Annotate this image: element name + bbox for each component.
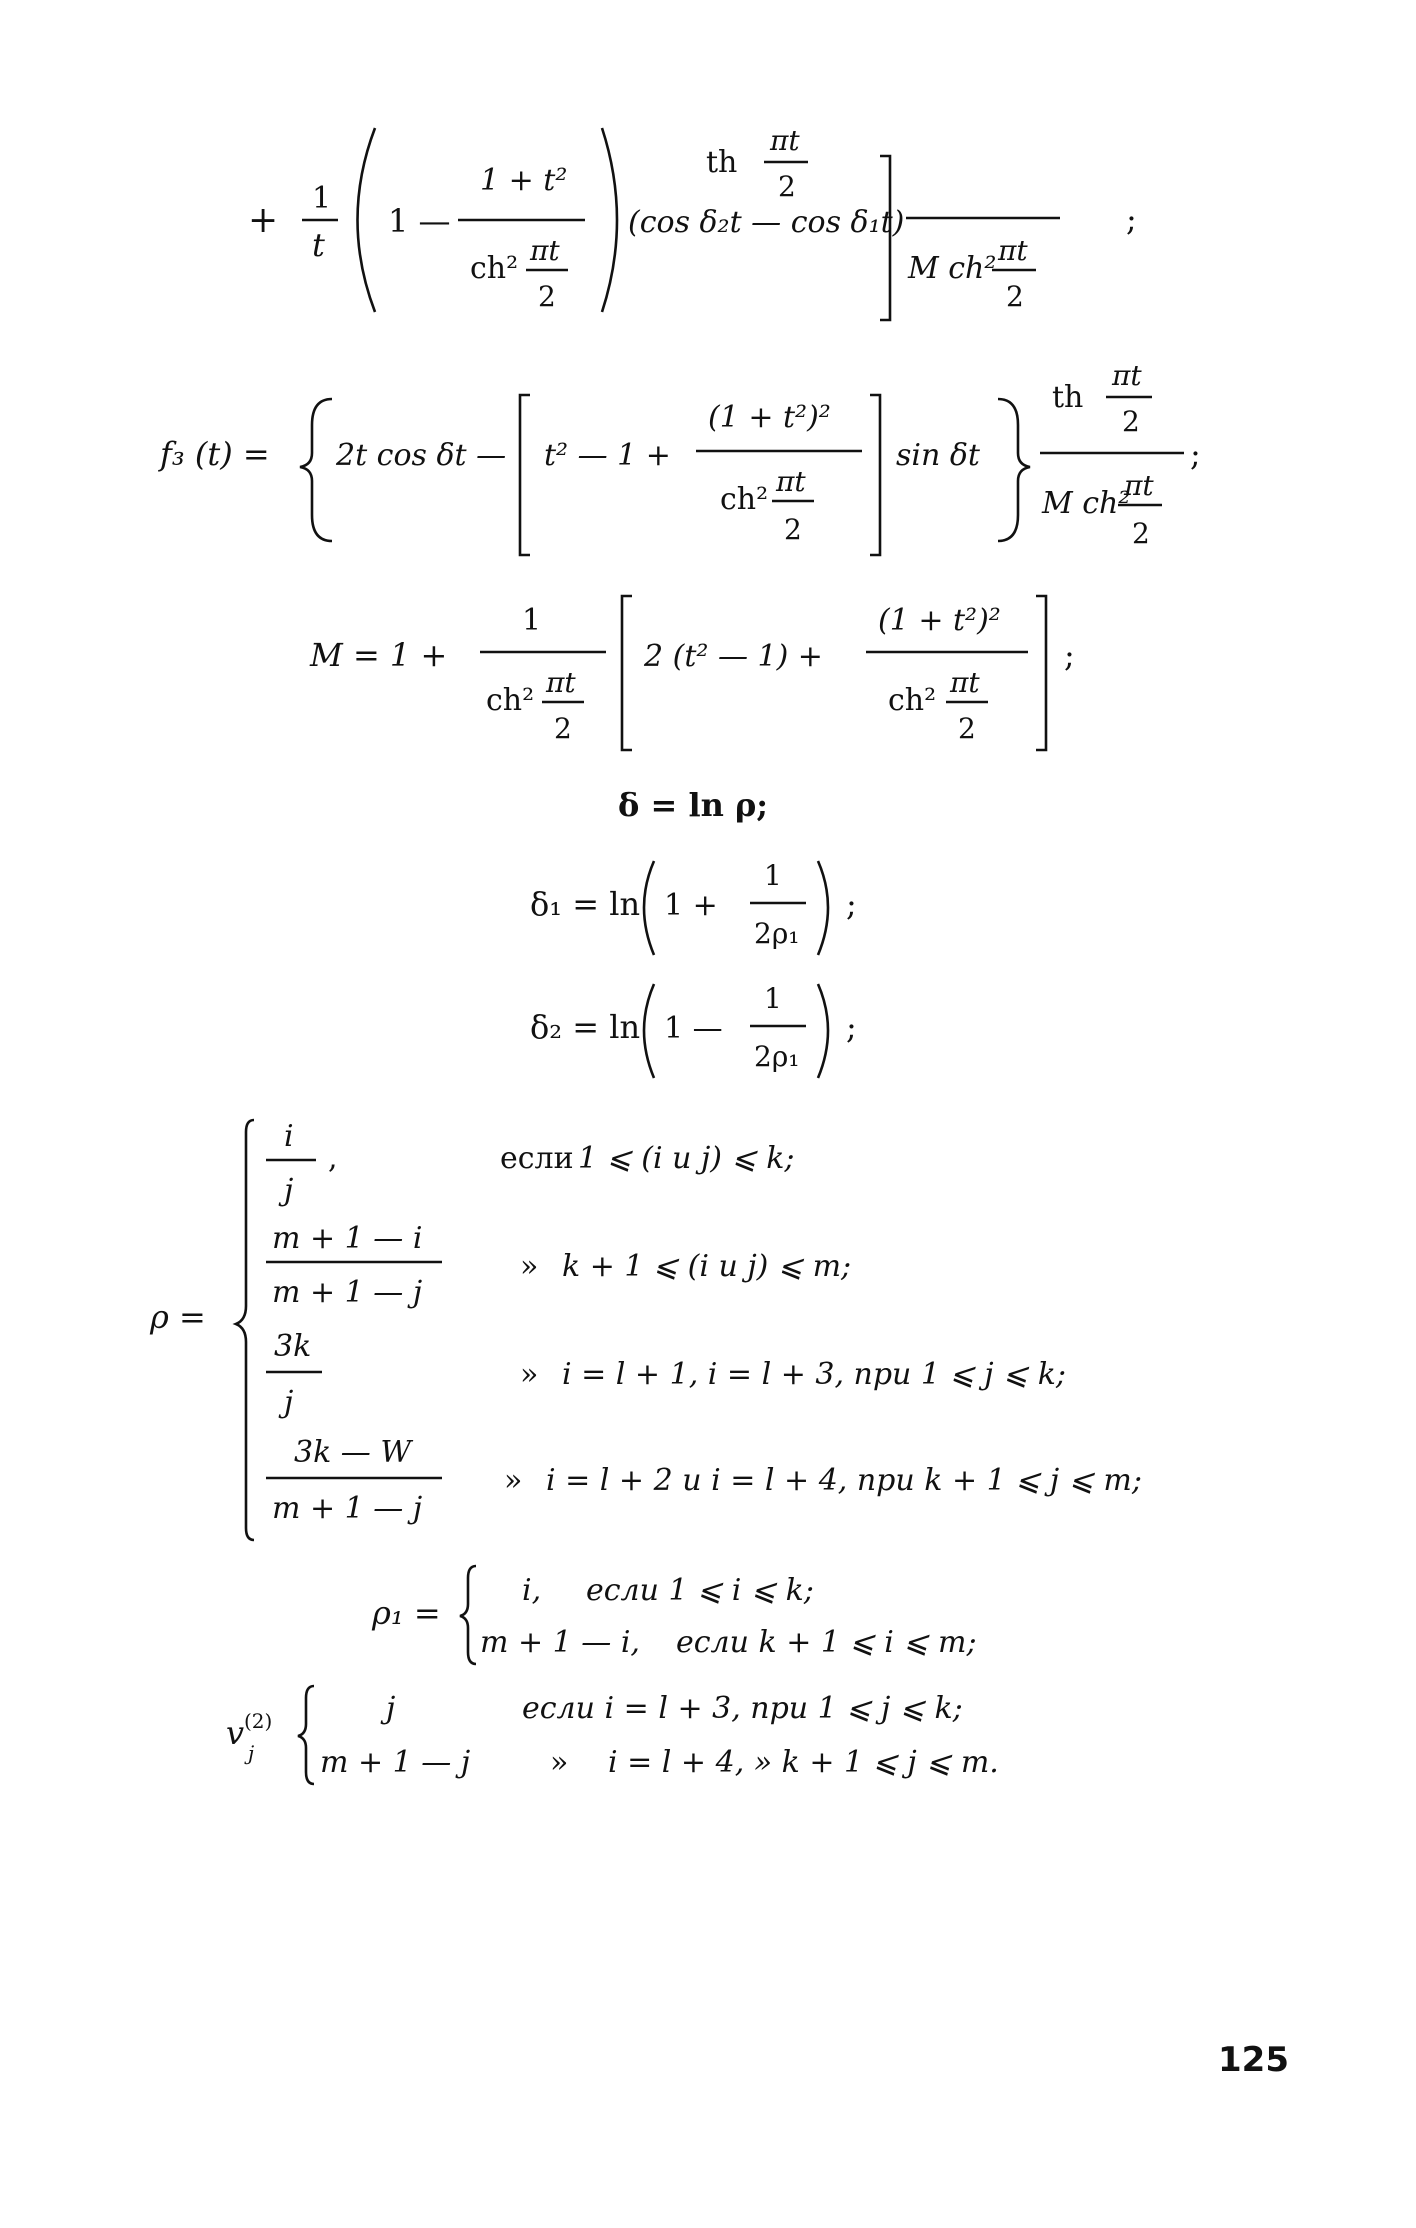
frac-num: (1 + t²)²	[708, 400, 831, 435]
case1-cond: 1 ⩽ (i и j) ⩽ k;	[578, 1141, 795, 1176]
two: 2	[1132, 517, 1150, 550]
left-brace	[460, 1566, 476, 1664]
semicolon: ;	[846, 1008, 857, 1046]
frac-num: (1 + t²)²	[878, 603, 1001, 638]
case3-cond-word: »	[520, 1357, 539, 1392]
f3-lhs: f₃ (t) =	[160, 435, 270, 473]
M-ch2: M ch²	[1042, 486, 1131, 521]
ch2-label: ch²	[888, 683, 937, 718]
inner-t2: t² — 1 +	[544, 438, 671, 473]
sin-term: sin δt	[896, 438, 980, 473]
semicolon: ;	[1064, 636, 1075, 674]
equation-delta1	[530, 855, 890, 965]
case4-cond: i = l + 2 и i = l + 4, при k + 1 ⩽ j ⩽ m;	[546, 1463, 1142, 1498]
v-case2-val: m + 1 — j	[320, 1745, 471, 1780]
M-ch2: M ch²	[908, 251, 997, 286]
case2-num: m + 1 — i	[272, 1221, 423, 1256]
semicolon: ;	[1126, 200, 1137, 238]
semicolon: ;	[846, 885, 857, 923]
cos-difference: (cos δ₂t — cos δ₁t)	[628, 205, 905, 240]
v-case1-val: j	[386, 1691, 396, 1726]
case2-cond-word: »	[520, 1249, 539, 1284]
v-case1-cond: если i = l + 3, при 1 ⩽ j ⩽ k;	[522, 1691, 963, 1726]
v-case2-cond: i = l + 4, » k + 1 ⩽ j ⩽ m.	[608, 1745, 999, 1780]
case1-den: j	[284, 1173, 294, 1208]
right-paren	[602, 128, 617, 312]
case2-cond: k + 1 ⩽ (i и j) ⩽ m;	[562, 1249, 852, 1284]
two: 2	[1006, 280, 1024, 313]
semicolon: ;	[1190, 435, 1201, 473]
right-paren	[818, 984, 828, 1078]
case1-cond-word: если	[500, 1141, 574, 1176]
frac-den: t	[312, 226, 325, 264]
frac-num: 1	[522, 603, 542, 638]
case3-num: 3k	[274, 1329, 312, 1364]
term-2t-cos: 2t cos δt —	[336, 438, 507, 473]
case1-comma: ,	[328, 1141, 338, 1176]
rho1-case2-val: m + 1 — i,	[480, 1625, 640, 1660]
right-brace	[998, 399, 1030, 541]
pi-t: πt	[546, 666, 576, 699]
plus-sign: +	[248, 200, 279, 241]
left-brace	[298, 1686, 314, 1784]
case3-den: j	[284, 1385, 294, 1420]
pi-t: πt	[950, 666, 980, 699]
right-bracket	[1036, 596, 1046, 750]
inner-term: 1 +	[664, 888, 718, 923]
v-lhs: v	[226, 1714, 245, 1752]
rho1-case1-cond: если 1 ⩽ i ⩽ k;	[586, 1573, 814, 1608]
left-paren	[358, 128, 376, 312]
rho1-case1-val: i,	[522, 1573, 542, 1608]
inner-term: 2 (t² — 1) +	[644, 639, 823, 674]
equation-M	[310, 590, 1110, 760]
case4-num: 3k — W	[294, 1435, 412, 1470]
case3-cond: i = l + 1, i = l + 3, при 1 ⩽ j ⩽ k;	[562, 1357, 1067, 1392]
case1-num: i	[284, 1119, 294, 1154]
inner-term: 1 —	[664, 1011, 723, 1046]
v-subscript: j	[248, 1741, 255, 1765]
frac-num: 1	[764, 859, 782, 892]
frac-num: 1	[312, 181, 332, 216]
left-paren	[644, 861, 654, 955]
equation-delta2	[530, 978, 890, 1088]
left-bracket	[622, 596, 632, 750]
pi-t: πt	[776, 465, 806, 498]
frac-den: 2ρ₁	[754, 1040, 800, 1073]
rho1-case2-cond: если k + 1 ⩽ i ⩽ m;	[676, 1625, 977, 1660]
two: 2	[554, 712, 572, 745]
delta1-lhs: δ₁ = ln	[530, 885, 641, 923]
ch2-label: ch²	[486, 683, 535, 718]
equation-rho	[150, 1110, 1300, 1550]
case2-den: m + 1 — j	[272, 1275, 423, 1310]
case4-den: m + 1 — j	[272, 1491, 423, 1526]
rho1-lhs: ρ₁ =	[372, 1594, 441, 1632]
M-lhs: M = 1 +	[310, 636, 448, 674]
right-bracket	[870, 395, 880, 555]
two: 2	[958, 712, 976, 745]
left-brace	[300, 399, 332, 541]
v-superscript: (2)	[244, 1709, 273, 1733]
frac-den: 2ρ₁	[754, 917, 800, 950]
pi-t: πt	[1124, 469, 1154, 502]
left-bracket	[520, 395, 530, 555]
left-paren	[644, 984, 654, 1078]
paren-lead: 1 —	[388, 202, 451, 240]
rho-lhs: ρ =	[150, 1298, 206, 1336]
equation-rho1	[372, 1560, 1092, 1670]
two: 2	[784, 513, 802, 546]
pi-t: πt	[998, 234, 1028, 267]
frac-num: 1 + t²	[480, 163, 568, 198]
equation-delta	[618, 780, 838, 830]
two: 2	[538, 280, 556, 313]
page-number: 125	[1218, 2040, 1289, 2080]
equation-v	[226, 1680, 1126, 1790]
th-label: th	[706, 145, 738, 180]
equation-f3	[160, 355, 1260, 575]
pi-t: πt	[530, 234, 560, 267]
equation-continuation-th	[995, 120, 1115, 220]
th-label: th	[1052, 380, 1084, 415]
delta-def: δ = ln ρ;	[618, 786, 769, 824]
pi-t: πt	[1112, 359, 1142, 392]
ch2-label: ch²	[720, 482, 769, 517]
right-paren	[818, 861, 828, 955]
pi-t: πt	[770, 124, 800, 157]
left-brace	[236, 1120, 254, 1540]
ch2-label: ch²	[470, 251, 519, 286]
two: 2	[1122, 405, 1140, 438]
v-case2-mark: »	[550, 1745, 569, 1780]
two: 2	[778, 170, 796, 203]
delta2-lhs: δ₂ = ln	[530, 1008, 641, 1046]
frac-num: 1	[764, 982, 782, 1015]
case4-cond-word: »	[504, 1463, 523, 1498]
